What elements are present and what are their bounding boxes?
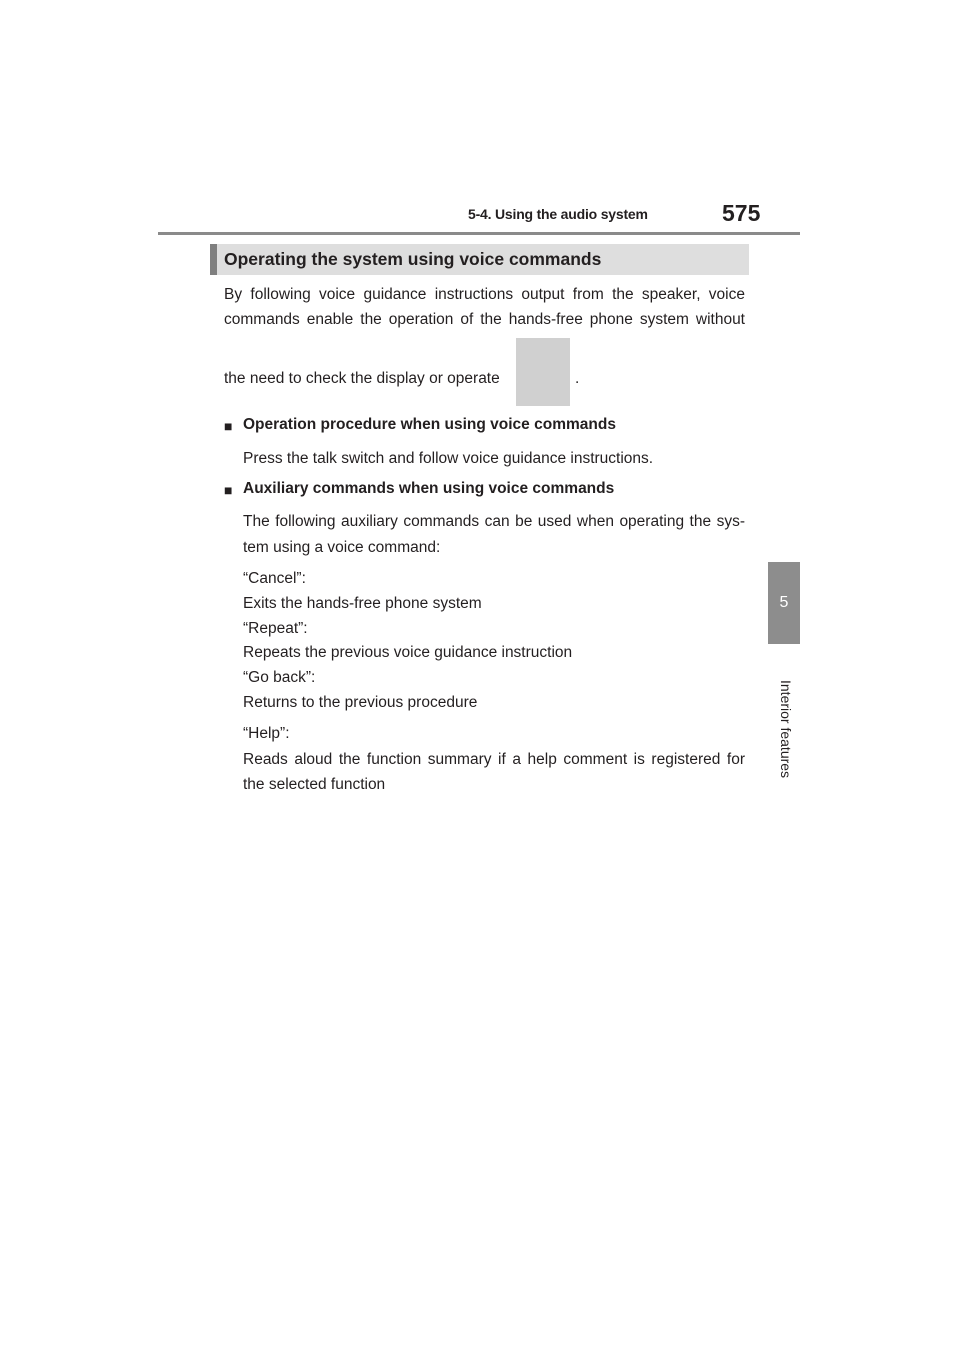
command-name: “Go back”: — [243, 669, 316, 686]
chapter-label-text: Interior features — [778, 680, 794, 779]
bullet-square: ■ — [224, 418, 233, 434]
chapter-number: 5 — [779, 594, 789, 611]
command-description: Exits the hands-free phone system — [243, 595, 482, 612]
running-header-section: 5-4. Using the audio system — [468, 206, 648, 222]
bullet-square: ■ — [224, 482, 233, 498]
subsection-title: Operation procedure when using voice commands — [243, 416, 616, 433]
intro-line-3: the need to check the display or operate — [224, 370, 500, 387]
subsection-title: Auxiliary commands when using voice commands — [243, 480, 615, 497]
subsection-text: Press the talk switch and follow voice guidance instructions. — [243, 450, 654, 467]
intro-line-3-end: . — [575, 370, 580, 387]
header-rule — [158, 232, 800, 235]
section-title: Operating the system using voice commands — [224, 249, 602, 269]
command-name: “Cancel”: — [243, 570, 306, 587]
command-name: “Help”: — [243, 725, 290, 742]
subsection-text-line-1: The following auxiliary commands can be used when operating the sys- — [243, 513, 745, 530]
intro-line-1: By following voice guidance instructions output from the speaker, voice — [224, 286, 745, 303]
intro-line-2: commands enable the operation of the hands-free phone system without — [224, 311, 745, 328]
subsection-text-line-2: tem using a voice command: — [243, 539, 441, 556]
page-number: 575 — [722, 200, 761, 226]
command-description: Returns to the previous procedure — [243, 694, 478, 711]
command-name: “Repeat”: — [243, 620, 308, 637]
chapter-label — [774, 680, 794, 784]
command-description-line-2: the selected function — [243, 776, 386, 793]
command-description-line-1: Reads aloud the function summary if a help comment is registered for — [243, 751, 745, 768]
section-title-accent — [210, 244, 217, 275]
switch-button-image — [516, 338, 570, 406]
command-description: Repeats the previous voice guidance instruction — [243, 644, 573, 661]
